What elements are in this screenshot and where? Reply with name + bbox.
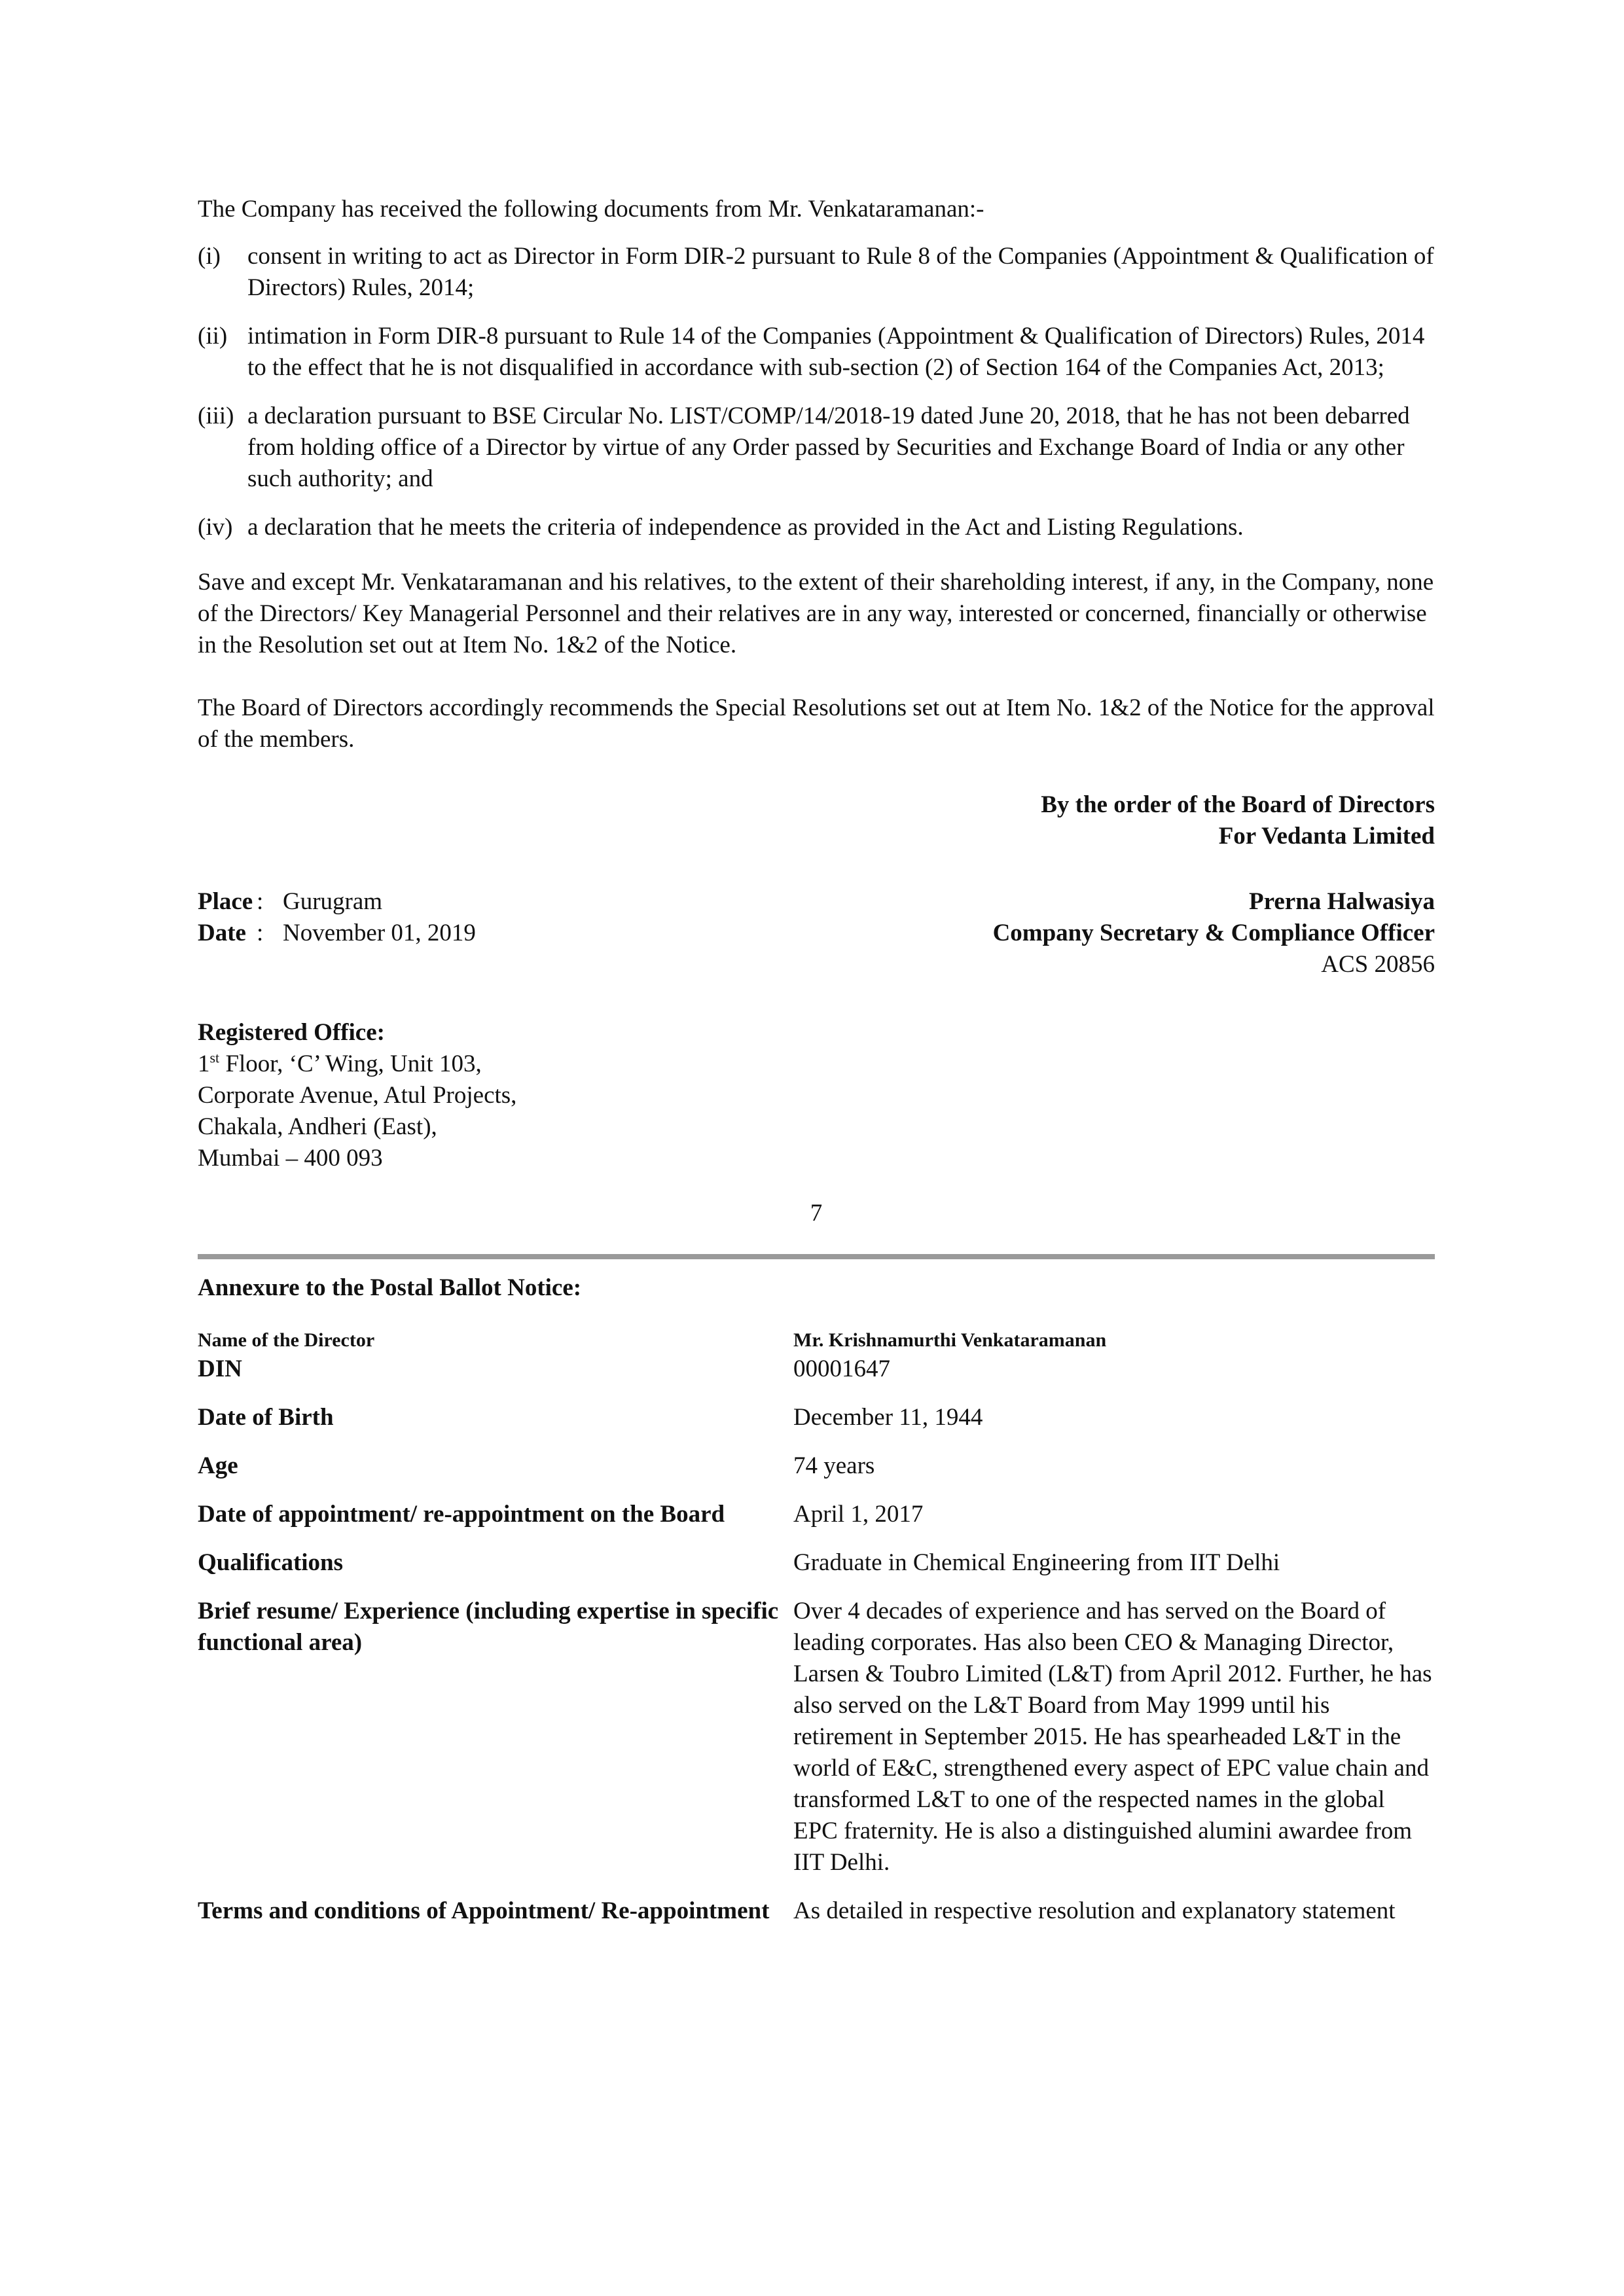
annexure-title: Annexure to the Postal Ballot Notice: [198, 1274, 582, 1301]
signoff-line-1: By the order of the Board of Directors [1041, 791, 1435, 818]
signer-name: Prerna Halwasiya [1249, 888, 1435, 915]
row-value: Graduate in Chemical Engineering from IIT Delhi [793, 1549, 1280, 1576]
page-number: 7 [810, 1200, 823, 1227]
date-separator: : [257, 920, 264, 946]
row-label: Date of appointment/ re-appointment on the Board [198, 1501, 725, 1528]
table-row [198, 1499, 1435, 1530]
date-line [198, 918, 476, 949]
table-row [198, 1402, 1435, 1433]
signer-block [993, 886, 1435, 980]
address-line-1-rest: Floor, ‘C’ Wing, Unit 103, [219, 1050, 482, 1077]
address-line-2: Corporate Avenue, Atul Projects, [198, 1082, 517, 1109]
row-value: 74 years [793, 1452, 875, 1479]
row-label: Date of Birth [198, 1404, 334, 1431]
registered-office [198, 1017, 1435, 1174]
registered-office-title: Registered Office: [198, 1019, 385, 1046]
row-label: DIN [198, 1355, 242, 1382]
list-item-number: (iv) [198, 514, 233, 541]
signoff-line-2: For Vedanta Limited [1218, 823, 1435, 850]
recommendation-paragraph: The Board of Directors accordingly recommends the Special Resolutions set out at Item No. 1&2 of the Notice for the approval of the members. [198, 694, 1435, 753]
list-item [198, 401, 1435, 495]
document-page [198, 194, 1435, 1944]
table-row [198, 1547, 1435, 1579]
list-item [198, 241, 1435, 304]
table-row [198, 1895, 1435, 1927]
row-value: April 1, 2017 [793, 1501, 924, 1528]
row-value: 00001647 [793, 1355, 890, 1382]
row-label: Name of the Director [198, 1329, 375, 1351]
place-date-block [198, 886, 476, 980]
row-value: Mr. Krishnamurthi Venkataramanan [793, 1329, 1107, 1351]
board-signoff [198, 789, 1435, 852]
list-item-text: consent in writing to act as Director in Form DIR-2 pursuant to Rule 8 of the Companies (Appointment & Qualification of Directors) Rules, 2014; [247, 243, 1434, 301]
table-row [198, 1327, 1435, 1354]
place-line [198, 886, 476, 918]
row-value: Over 4 decades of experience and has served on the Board of leading corporates. Has also been CEO & Managing Director, Larsen & Toubro Limited (L&T) from April 2012. Further, he has also served on the L&T Board from May 1999 until his retirement in September 2015. He has spearheaded L&T in the world of E&C, strengthened every aspect of EPC value chain and transformed L&T to one of the respected names in the global EPC fraternity. He is also a distinguished alumini awardee from IIT Delhi. [793, 1598, 1432, 1876]
row-label: Qualifications [198, 1549, 344, 1576]
interest-paragraph: Save and except Mr. Venkataramanan and his relatives, to the extent of their shareholding interest, if any, in the Company, none of the Directors/ Key Managerial Personnel and their relatives are in any way, interested or concerned, financially or otherwise in the Resolution set out at Item No. 1&2 of the Notice. [198, 569, 1434, 658]
place-label: Place [198, 888, 253, 915]
list-item-text: a declaration that he meets the criteria of independence as provided in the Act and Listing Regulations. [247, 514, 1244, 541]
section-divider [198, 1254, 1435, 1259]
address-line-1 [198, 1049, 1435, 1080]
date-value: November 01, 2019 [283, 920, 476, 946]
documents-list [198, 241, 1435, 543]
list-item-text: intimation in Form DIR-8 pursuant to Rule 14 of the Companies (Appointment & Qualification of Directors) Rules, 2014 to the effect that he is not disqualified in accordance with sub-section (2) of Section 164 of the Companies Act, 2013; [247, 323, 1425, 381]
intro-text: The Company has received the following documents from Mr. Venkataramanan:- [198, 196, 984, 223]
list-item-text: a declaration pursuant to BSE Circular No. LIST/COMP/14/2018-19 dated June 20, 2018, that he has not been debarred from holding office of a Director by virtue of any Order passed by Securities and Exchange Board of India or any other such authority; and [247, 403, 1410, 492]
signer-title: Company Secretary & Compliance Officer [992, 920, 1435, 946]
place-value: Gurugram [283, 888, 383, 915]
address-floor-number: 1 [198, 1050, 210, 1077]
place-separator: : [257, 888, 264, 915]
list-item-number: (i) [198, 243, 221, 270]
list-item-number: (ii) [198, 323, 228, 350]
signature-row [198, 886, 1435, 980]
table-row [198, 1354, 1435, 1385]
row-label: Terms and conditions of Appointment/ Re-appointment [198, 1897, 770, 1924]
list-item [198, 512, 1435, 543]
address-line-3: Chakala, Andheri (East), [198, 1113, 437, 1140]
annexure-table [198, 1327, 1435, 1927]
address-line-4: Mumbai – 400 093 [198, 1145, 383, 1172]
row-value: As detailed in respective resolution and explanatory statement [793, 1897, 1396, 1924]
table-row [198, 1450, 1435, 1482]
date-label: Date [198, 920, 246, 946]
table-row [198, 1596, 1435, 1878]
list-item [198, 321, 1435, 384]
row-label: Age [198, 1452, 238, 1479]
list-item-number: (iii) [198, 403, 234, 429]
row-value: December 11, 1944 [793, 1404, 983, 1431]
address-floor-suffix: st [209, 1049, 220, 1066]
row-label: Brief resume/ Experience (including expertise in specific functional area) [198, 1598, 779, 1656]
signer-acs: ACS 20856 [1321, 951, 1435, 978]
